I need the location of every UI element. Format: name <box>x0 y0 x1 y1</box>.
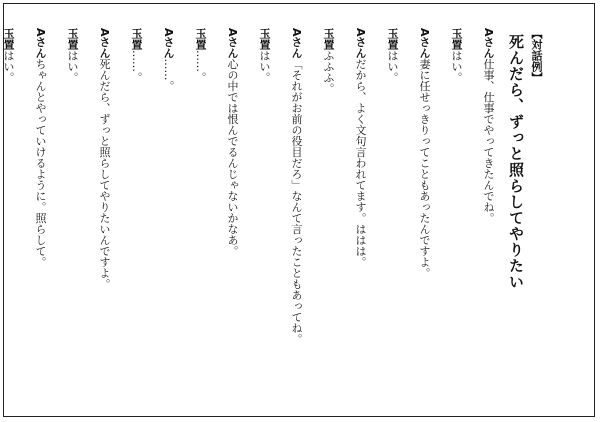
utterance: 仕事、仕事でやってきたんでね。 <box>482 58 495 224</box>
dialogue-line <box>242 28 274 400</box>
dialogue-line <box>402 28 434 400</box>
speaker-label: Aさん <box>290 28 303 59</box>
speaker-label: 玉置 <box>322 28 335 50</box>
speaker-label: Aさん <box>98 28 111 59</box>
speaker-label: Aさん <box>226 28 239 59</box>
utterance: ……。 <box>130 50 143 83</box>
section-tag: 【対話例】 <box>530 28 543 83</box>
speaker-label: 玉置 <box>130 28 143 50</box>
dialogue-line <box>306 28 338 400</box>
utterance: はい。 <box>386 50 399 83</box>
utterance: ……。 <box>194 50 207 83</box>
dialogue-line <box>82 28 114 400</box>
utterance: 「それがお前の役目だろ」なんて言ったこともあってね。 <box>290 58 303 345</box>
dialogue-line <box>338 28 370 400</box>
speaker-label: 玉置 <box>194 28 207 50</box>
dialogue-line <box>146 28 178 400</box>
utterance: 死んだら、ずっと照らしてやりたいんですよ。 <box>98 58 111 290</box>
dialogue-line <box>18 28 50 400</box>
dialogue-line <box>274 28 306 400</box>
dialogue-line <box>210 28 242 400</box>
utterance: 妻に任せっきりってこともあったんですよ。 <box>418 58 431 279</box>
speaker-label: 玉置 <box>66 28 79 50</box>
dialogue-line <box>114 28 146 400</box>
dialogue-line <box>370 28 402 400</box>
speaker-label: Aさん <box>418 28 431 59</box>
speaker-label: 玉置 <box>2 28 15 50</box>
dialogue-line <box>178 28 210 400</box>
utterance: はい。 <box>2 50 15 83</box>
speaker-label: 玉置 <box>450 28 463 50</box>
utterance: ちゃんとやっていけるように。照らして。 <box>34 58 47 268</box>
vertical-text-page <box>0 28 546 400</box>
utterance: ふふふ。 <box>322 50 335 94</box>
dialogue-line <box>0 28 18 400</box>
utterance: 心の中では恨んでるんじゃないかなあ。 <box>226 58 239 257</box>
speaker-label: 玉置 <box>386 28 399 50</box>
utterance: はい。 <box>66 50 79 83</box>
speaker-label: Aさん <box>34 28 47 59</box>
speaker-label: Aさん <box>354 28 367 59</box>
title-block <box>506 28 546 400</box>
dialogue-line <box>434 28 466 400</box>
utterance: はい。 <box>258 50 271 83</box>
speaker-label: 玉置 <box>258 28 271 50</box>
utterance: ……。 <box>162 58 175 92</box>
page-title: 死んだら、ずっと照らしてやりたい <box>507 34 525 290</box>
dialogue-line <box>50 28 82 400</box>
dialogue-line <box>466 28 498 400</box>
speaker-label: Aさん <box>162 28 175 59</box>
utterance: はい。 <box>450 50 463 83</box>
speaker-label: Aさん <box>482 28 495 59</box>
utterance: だから、よく文句言われてます。ははは。 <box>354 58 367 268</box>
